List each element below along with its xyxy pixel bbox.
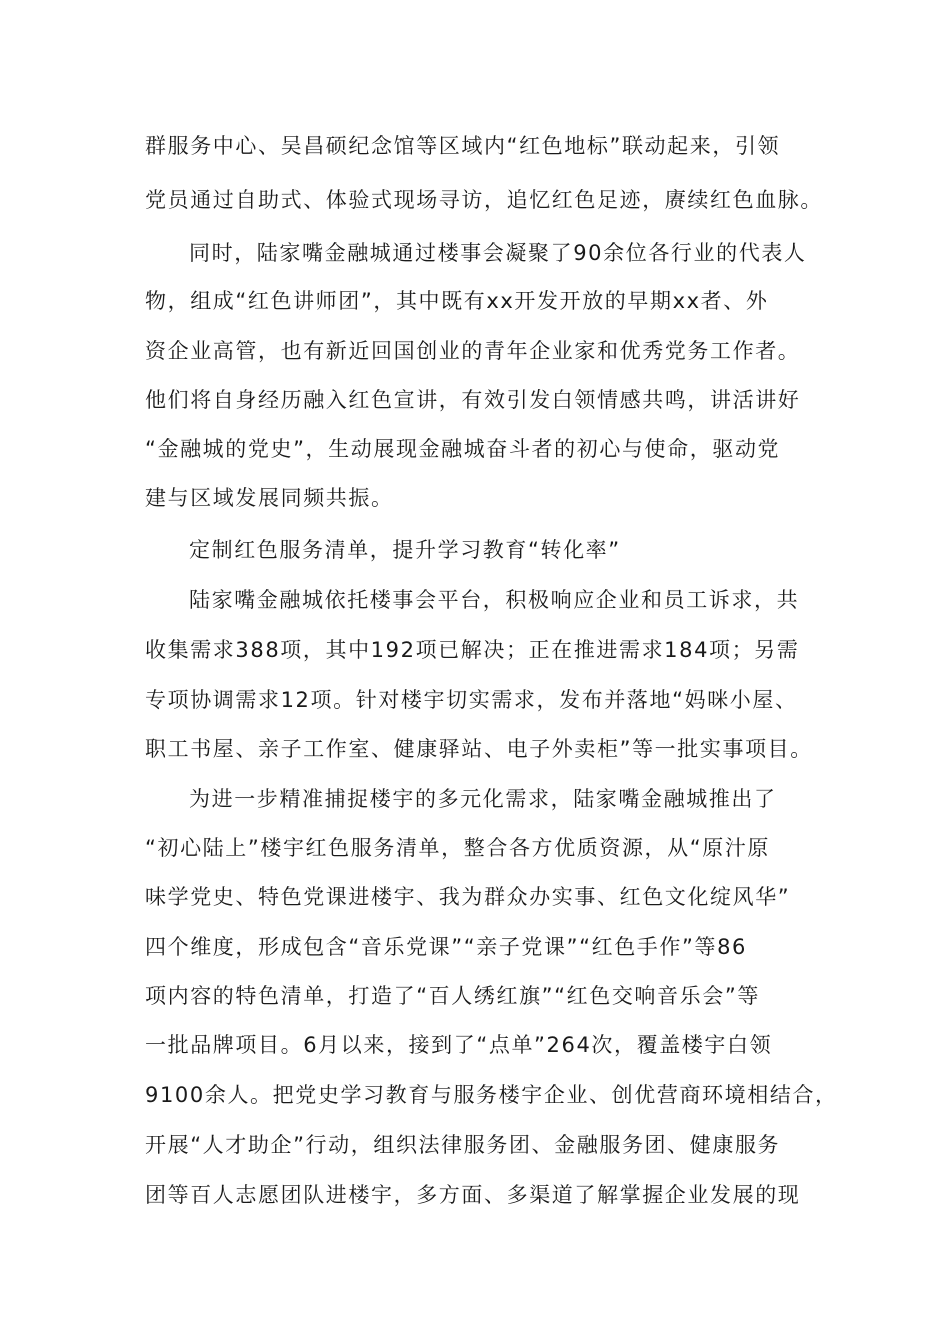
body-text-line: 9100余人。把党史学习教育与服务楼宇企业、创优营商环境相结合， [145, 1083, 838, 1107]
body-text-line: 职工书屋、亲子工作室、健康驿站、电子外卖柜”等一批实事项目。 [145, 737, 813, 761]
body-text-line: 党员通过自助式、体验式现场寻访，追忆红色足迹，赓续红色血脉。 [145, 188, 823, 212]
body-text-line: “初心陆上”楼宇红色服务清单，整合各方优质资源，从“原汁原 [145, 836, 771, 860]
body-text-line: 一批品牌项目。6月以来，接到了“点单”264次，覆盖楼宇白领 [145, 1033, 773, 1057]
section-heading: 定制红色服务清单，提升学习教育“转化率” [189, 538, 621, 562]
body-text-line: 资企业高管，也有新近回国创业的青年企业家和优秀党务工作者。 [145, 339, 801, 363]
body-text-line: 味学党史、特色党课进楼宇、我为群众办实事、红色文化绽风华” [145, 885, 791, 909]
body-text-line: 专项协调需求12项。针对楼宇切实需求，发布并落地“妈咪小屋、 [145, 688, 798, 712]
body-text-line: 群服务中心、吴昌硕纪念馆等区域内“红色地标”联动起来，引领 [145, 134, 781, 158]
body-text-line: 团等百人志愿团队进楼宇，多方面、多渠道了解掌握企业发展的现 [145, 1183, 801, 1207]
body-text-line: 他们将自身经历融入红色宣讲，有效引发白领情感共鸣，讲活讲好 [145, 388, 801, 412]
paragraph-first-line: 陆家嘴金融城依托楼事会平台，积极响应企业和员工诉求，共 [189, 588, 800, 612]
paragraph-first-line: 同时，陆家嘴金融城通过楼事会凝聚了90余位各行业的代表人 [189, 241, 807, 265]
body-text-line: 物，组成“红色讲师团”，其中既有xx开发开放的早期xx者、外 [145, 289, 769, 313]
body-text-line: 建与区域发展同频共振。 [145, 486, 394, 510]
body-text-line: 收集需求388项，其中192项已解决；正在推进需求184项；另需 [145, 638, 800, 662]
paragraph-first-line: 为进一步精准捕捉楼宇的多元化需求，陆家嘴金融城推出了 [189, 787, 777, 811]
body-text-line: 开展“人才助企”行动，组织法律服务团、金融服务团、健康服务 [145, 1133, 781, 1157]
body-text-line: 四个维度，形成包含“音乐党课”“亲子党课”“红色手作”等86 [145, 935, 747, 959]
body-text-line: 项内容的特色清单，打造了“百人绣红旗”“红色交响音乐会”等 [145, 984, 760, 1008]
body-text-line: “金融城的党史”，生动展现金融城奋斗者的初心与使命，驱动党 [145, 437, 781, 461]
